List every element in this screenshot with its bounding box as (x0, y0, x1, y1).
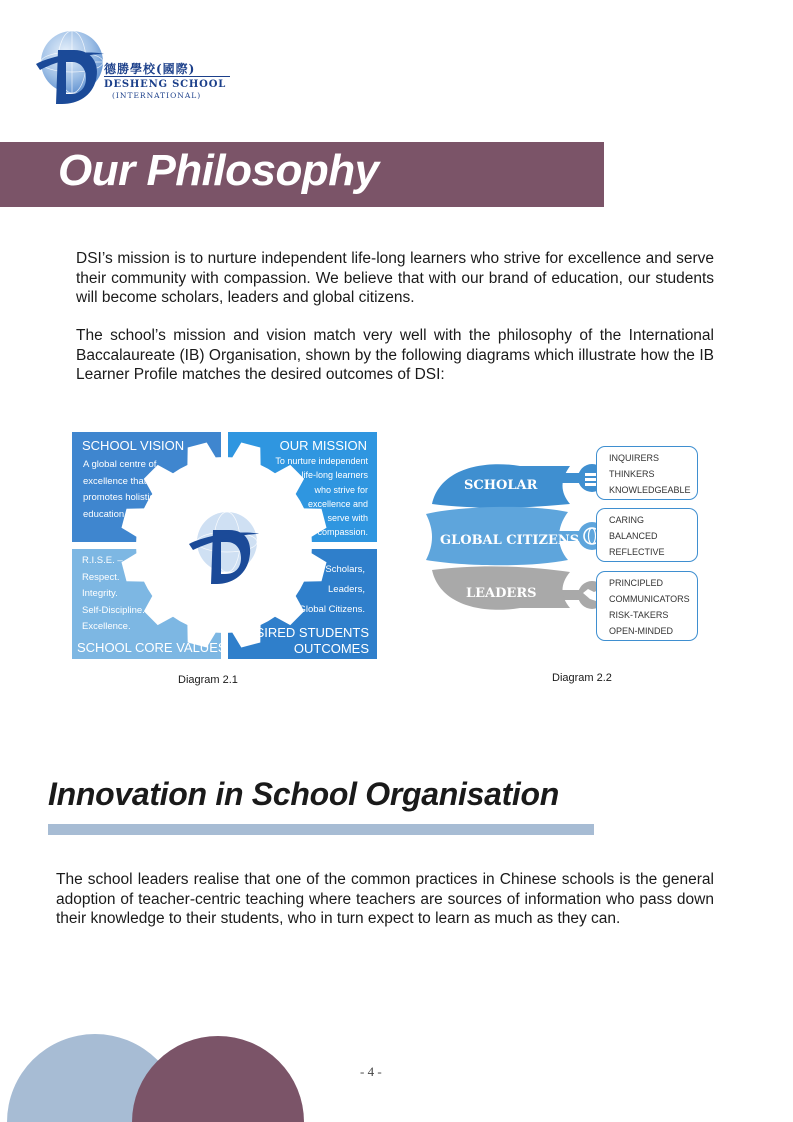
decorative-circles (0, 1020, 320, 1122)
diagram-2-1 (72, 432, 377, 659)
values-text: R.I.S.E. – Respect. Integrity. Self-Discipline. Excellence. (82, 555, 145, 632)
scholar-box: INQUIRERS THINKERS KNOWLEDGEABLE (596, 446, 698, 500)
circle-right (132, 1036, 304, 1122)
global-citizens-box: CARING BALANCED REFLECTIVE (596, 508, 698, 562)
scholar-label: SCHOLAR (464, 478, 538, 493)
vision-text: A global centre of excellence that promotes holistic education. (83, 459, 157, 520)
mission-text: To nurture independent life-long learners who strive for excellence and serve with compassion. (275, 456, 368, 538)
outcomes-text: Scholars, Leaders, Global Citizens. (298, 564, 365, 615)
mission-paragraph: DSI’s mission is to nurture independent life-long learners who strive for excellence and serve their community with compassion. We believe that with our brand of education, our students will become scholars, leaders and global citizens. (76, 250, 714, 306)
logo-divider (104, 76, 230, 77)
logo-subname: (INTERNATIONAL) (112, 91, 202, 100)
values-heading: SCHOOL CORE VALUES (77, 640, 227, 655)
logo-chinese-name: 德勝學校(國際) (104, 62, 196, 76)
outcomes-heading: DESIRED STUDENTS OUTCOMES (237, 625, 369, 656)
vision-heading: SCHOOL VISION (82, 438, 185, 453)
global-citizens-label: GLOBAL CITIZENS (440, 533, 580, 548)
diagram-2-2 (420, 440, 710, 645)
innovation-title: Innovation in School Organisation (48, 776, 560, 812)
ib-paragraph: The school’s mission and vision match very well with the philosophy of the International Baccalaureate (IB) Organisation, shown by the following diagrams which illustrate how the IB Learner Profile matches the desired outcomes of DSI: (76, 327, 714, 383)
page-number: - 4 - (360, 1064, 382, 1079)
diagram-2-1-caption: Diagram 2.1 (178, 674, 238, 686)
philosophy-title: Our Philosophy (58, 146, 379, 195)
innovation-paragraph: The school leaders realise that one of the common practices in Chinese schools is the general adoption of teacher-centric teaching where teachers are sources of information who pass down their knowledge to their students, who in turn expect to learn as much as they can. (56, 871, 714, 927)
mission-heading: OUR MISSION (279, 438, 367, 453)
leaders-box: PRINCIPLED COMMUNICATORS RISK-TAKERS OPEN-MINDED (596, 571, 698, 641)
logo-english-name: DESHENG SCHOOL (104, 79, 227, 90)
diagram-2-2-caption: Diagram 2.2 (552, 672, 612, 684)
leaders-label: LEADERS (466, 586, 537, 601)
innovation-underline-bar (48, 824, 594, 835)
